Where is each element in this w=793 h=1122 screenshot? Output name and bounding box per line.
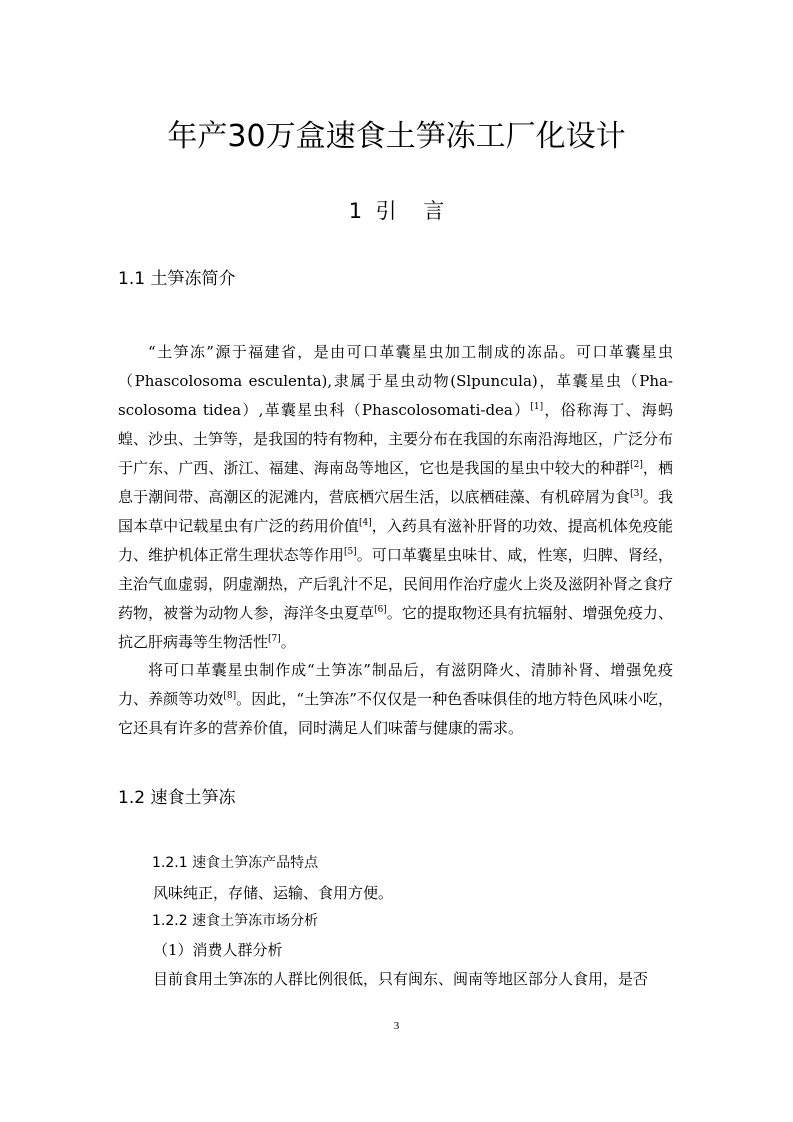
chapter-heading: 1 引 言 [348, 199, 445, 223]
text-segment: 。 [280, 633, 296, 651]
text-segment: 。我国本草中记载星虫有广泛的药用价值 [118, 488, 673, 535]
citation: [8] [223, 691, 237, 701]
text-segment: ，俗称海丁、海蚂蝗、沙虫、土笋等，是我国的特有物种，主要分布在我国的东南沿海地区，广泛分布于广东、广西、浙江、福建、海南岛等地区，它也是我国的星虫中较大的种群 [118, 401, 674, 477]
citation: [1] [530, 402, 544, 412]
text-segment: 。它的提取物还具有抗辐射、增强免疫力、抗乙肝病毒等生物活性 [118, 604, 673, 651]
section-heading-1-1: 1.1 土笋冻简介 [118, 269, 236, 289]
citation: [2] [630, 460, 643, 470]
citation: [3] [630, 489, 643, 499]
text-segment: 。可口革囊星虫味甘、咸，性寒，归脾、肾经，主治气血虚弱，阴虚潮热，产后乳汁不足，民间用作治疗虚火上炎及滋阴补肾之食疗药物，被誉为动物人参，海洋冬虫夏草 [118, 546, 674, 622]
subsection-heading-1-2-2: 1.2.2 速食土笋冻市场分析 [152, 913, 319, 929]
text-segment: 。因此，“土笋冻”不仅仅是一种色香味俱佳的地方特色风味小吃，它还具有许多的营养价值，同时满足人们味蕾与健康的需求。 [118, 690, 673, 737]
text-segment: ，栖息于潮间带、高潮区的泥滩内，营底栖穴居生活，以底栖硅藻、有机碎屑为食 [118, 459, 673, 506]
subsection-heading-1-2-1: 1.2.1 速食土笋冻产品特点 [152, 855, 319, 871]
document-title: 年产30万盒速食土笋冻工厂化设计 [167, 119, 626, 154]
section-heading-1-2: 1.2 速食土笋冻 [118, 788, 236, 808]
text-segment: “土笋冻”源于福建省，是由可口革囊星虫加工制成的冻品。可口革囊星虫（Phascolosoma esculenta),隶属于星虫动物(Slpuncula)，革囊星虫（Pha-scolosoma tidea）,革囊星虫科（Phascolosomati-dea） [118, 343, 673, 419]
citation: [6] [374, 605, 387, 615]
subsection-text-1-2-2: 目前食用土笋冻的人群比例很低，只有闽东、闽南等地区部分人食用，是否 [153, 970, 649, 988]
citation: [7] [268, 634, 281, 644]
citation: [5] [343, 547, 357, 557]
page-number: 3 [393, 1020, 400, 1032]
subsection-text-1-2-1: 风味纯正，存储、运输、食用方便。 [153, 884, 394, 902]
paragraph-intro-1 [118, 338, 673, 657]
text-segment: 将可口革囊星虫制作成“土笋冻”制品后，有滋阴降火、清肺补肾、增强免疫力、养颜等功效 [118, 661, 673, 708]
paragraph-intro-2 [118, 656, 673, 743]
text-segment: ，入药具有滋补肝肾的功效、提高机体免疫能力、维护机体正常生理状态等作用 [118, 517, 673, 564]
list-item-consumer-analysis: （1）消费人群分析 [153, 941, 283, 959]
citation: [4] [359, 518, 372, 528]
